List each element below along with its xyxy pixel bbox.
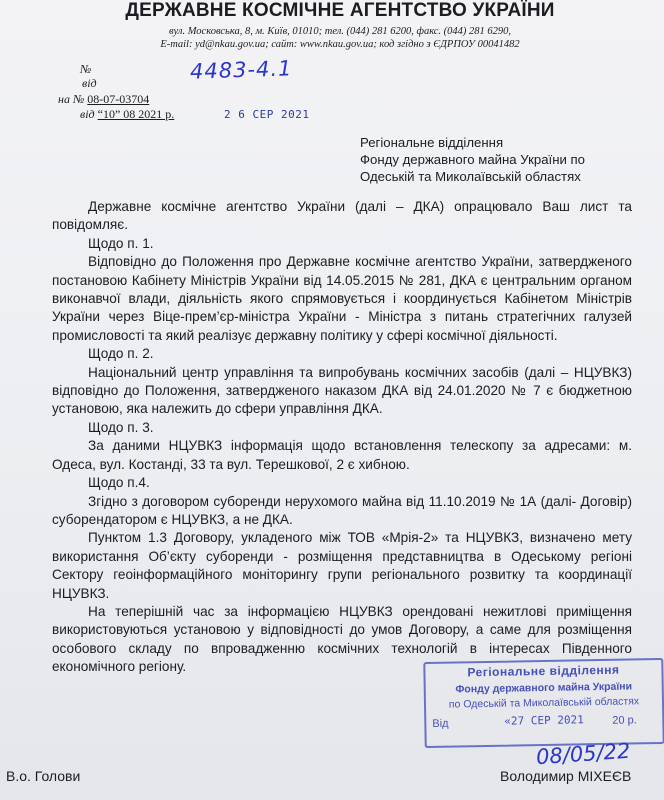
addressee-line: Одеській та Миколаївській областях (360, 169, 581, 184)
registration-date-stamp: 2 6 СЕР 2021 (224, 108, 310, 121)
addressee-line: Фонду державного майна України по (360, 152, 585, 167)
stamp-line: Регіональне відділення (467, 662, 620, 680)
addressee-line: Регіональне відділення (360, 135, 504, 150)
section-heading: Щодо п. 2. (88, 346, 154, 362)
section-heading: Щодо п. 1. (88, 235, 154, 251)
stamp-date: «27 СЕР 2021 (504, 713, 584, 728)
outgoing-date-label: від (82, 76, 97, 90)
paragraph: Згідно з договором суборенди нерухомого майна від 11.10.2019 № 1А (далі- Договір) суборендатором є НЦУВКЗ, а не ДКА. (52, 493, 632, 527)
signatory-position: В.о. Голови (6, 768, 81, 784)
handwritten-outgoing-number: 4483-4.1 (189, 56, 293, 84)
section-heading: Щодо п.4. (88, 475, 150, 491)
paragraph: Пунктом 1.3 Договору, укладеного між ТОВ «Мрія-2» та НЦУВКЗ, визначено мету використання Об’єкту суборенди - розміщення представництва в Одеському регіоні Сектору геоінформаційного моніторингу групи регіонального розвитку та координації НЦУВКЗ. (52, 530, 632, 601)
addressee-block (360, 134, 585, 185)
stamp-date-label: Від (432, 717, 449, 730)
agency-contacts: E-mail: yd@nkau.gov.ua; сайт: www.nkau.gov.ua; код згідно з ЄДРПОУ 00041482 (160, 39, 520, 50)
incoming-registration-stamp (423, 658, 664, 748)
paragraph: За даними НЦУВКЗ інформація щодо встановлення телескопу за адресами: м. Одеса, вул. Костанді, 33 та вул. Терешкової, 2 є хибною. (52, 438, 632, 472)
paragraph: Відповідно до Положення про Державне космічне агентство України, затвердженого постановою Кабінету Міністрів України від 14.05.2015 № 281, ДКА є центральним органом виконавчої влади, діяльність якого спрямовується і координується Кабінетом Міністрів України через Віце-прем’єр-міністра України - Міністра з питань стратегічних галузей промисловості та який реалізує державну політику у сфері космічної діяльності. (52, 254, 632, 343)
letter-body (52, 198, 632, 677)
paragraph: Державне космічне агентство України (далі – ДКА) опрацювало Ваш лист та повідомляє. (52, 199, 632, 233)
stamp-year-suffix: 20 р. (612, 714, 637, 727)
paragraph: На теперішній час за інформацією НЦУВКЗ орендовані нежитлові приміщення використовуються установою у відповідності до умов Договору, а саме для розміщення особового складу по впровадженню космічних технологій в інтересах Південного економічного регіону. (52, 603, 632, 675)
paragraph: Національний центр управління та випробувань космічних засобів (далі – НЦУВКЗ) відповідно до Положення, затвердженого наказом ДКА від 24.01.2020 № 7 є бюджетною установою, яка належить до сфери управління ДКА. (52, 364, 632, 417)
reply-number: на № 08-07-03704 (58, 92, 150, 106)
stamp-line: по Одеській та Миколаївській областях (448, 695, 640, 711)
reply-date: від “10” 08 2021 р. (80, 107, 175, 121)
section-heading: Щодо п. 3. (88, 419, 154, 435)
outgoing-no-label: № (80, 62, 92, 76)
incoming-number-handwritten: 08/05/22 (535, 738, 632, 770)
stamp-line: Фонду державного майна України (455, 680, 633, 696)
agency-address: вул. Московська, 8, м. Київ, 01010; тел. (044) 281 6200, факс. (044) 281 6290, (168, 26, 512, 37)
agency-title: ДЕРЖАВНЕ КОСМІЧНЕ АГЕНТСТВО УКРАЇНИ (125, 0, 555, 21)
signatory-name: Володимир МІХЕЄВ (500, 768, 632, 784)
